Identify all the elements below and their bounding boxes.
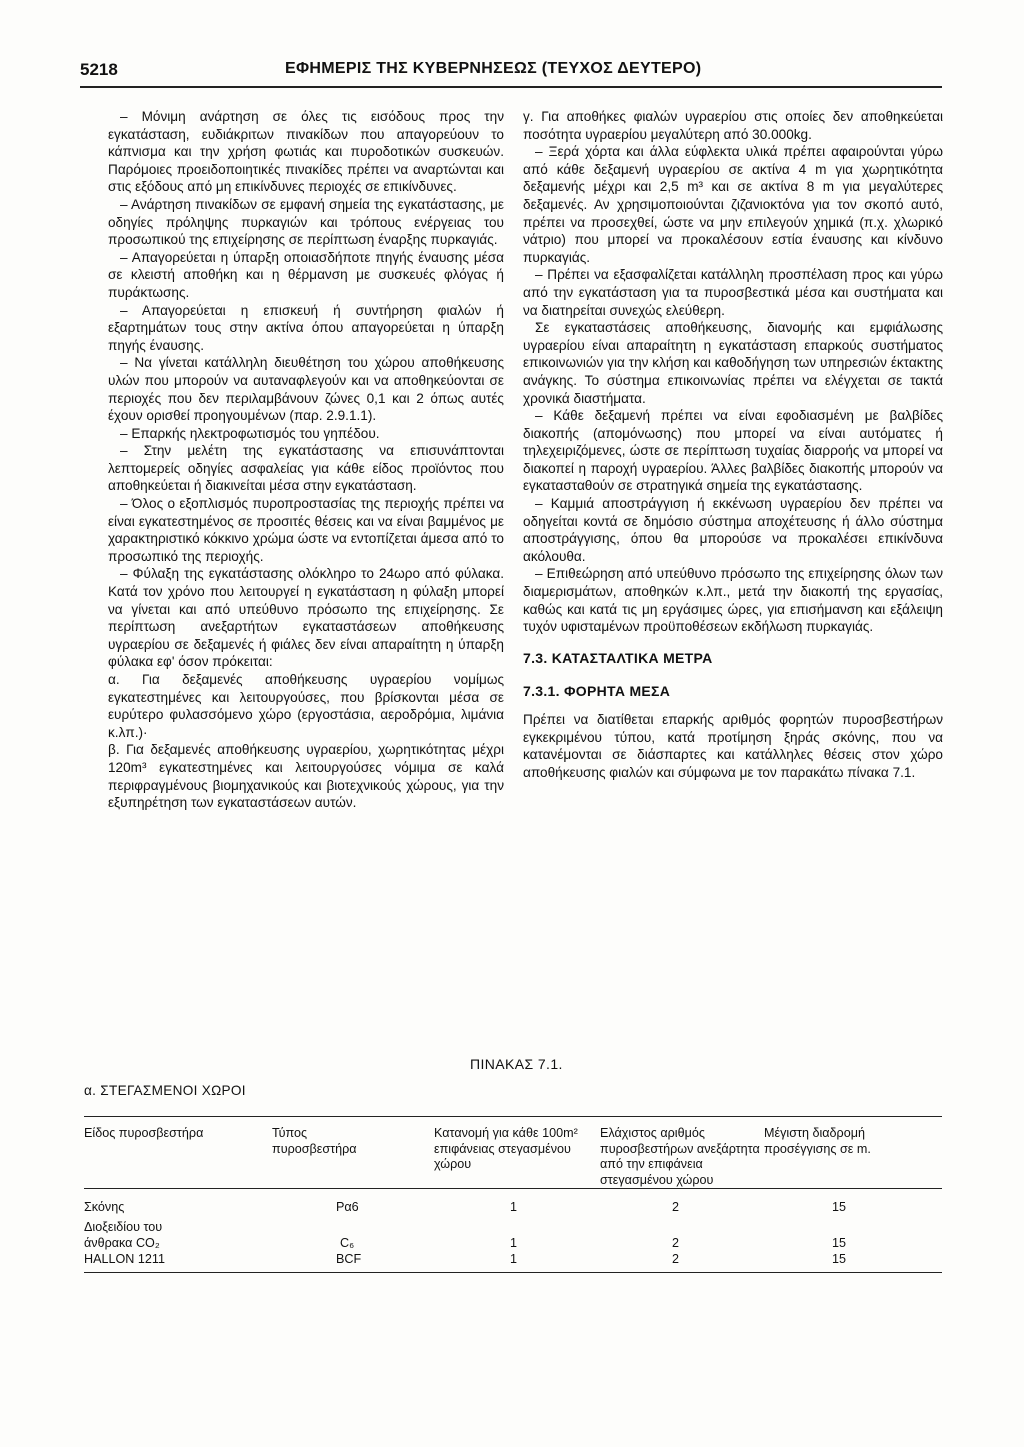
header-type: Τύπος πυροσβεστήρα: [272, 1126, 357, 1156]
header-per100: Κατανομή για κάθε 100m² επιφάνειας στεγασμένου χώρου: [434, 1126, 578, 1171]
paragraph: – Στην μελέτη της εγκατάστασης να επισυνάπτονται λεπτομερείς οδηγίες ασφαλείας για κάθε είδος προϊόντος που αποθηκεύεται ή διακινείται μέσα στην εγκατάσταση.: [108, 443, 504, 494]
cell-type: Ρα6: [336, 1200, 359, 1214]
cell-dist: 15: [832, 1252, 847, 1266]
table-title: ΠΙΝΑΚΑΣ 7.1.: [470, 1056, 563, 1072]
right-column: [523, 108, 943, 781]
left-column: [108, 108, 504, 812]
cell-type: BCF: [336, 1252, 362, 1266]
table-header-rule: [84, 1188, 942, 1189]
header-kind: Είδος πυροσβεστήρα: [84, 1126, 204, 1140]
paragraph: γ. Για αποθήκες φιαλών υγραερίου στις οποίες δεν αποθηκεύεται ποσότητα υγραερίου μεγαλύτερη από 30.000kg.: [523, 109, 943, 142]
cell-per100: 1: [510, 1236, 518, 1250]
cell-per100: 1: [510, 1200, 518, 1214]
paragraph: Σε εγκαταστάσεις αποθήκευσης, διανομής και εμφιάλωσης υγραερίου είναι απαραίτητη η εγκατάσταση επαρκούς συστήματος επικοινωνιών για την κλήση και καθοδήγηση των υπηρεσιών έκτακτης ανάγκης. Το σύστημα επικοινωνίας πρέπει να ελέγχεται σε τακτά χρονικά διαστήματα.: [523, 320, 943, 406]
cell-type: C₆: [340, 1236, 355, 1250]
paragraph: – Κάθε δεξαμενή πρέπει να είναι εφοδιασμένη με βαλβίδες διακοπής (απομόνωσης) που μπορεί να είναι αυτόματες ή τηλεχειριζόμενες, ώστε σε περίπτωση τυχαίας διαρροής να μπορεί να διακοπεί η παροχή υγραερίου. Άλλες βαλβίδες διακοπής μπορούν να εγκατασταθούν σε στρατηγικά σημεία της εγκατάστασης.: [523, 408, 943, 494]
cell-min: 2: [672, 1236, 680, 1250]
subsection-heading: 7.3.1. ΦΟΡΗΤΑ ΜΕΣΑ: [523, 683, 671, 700]
cell-min: 2: [672, 1200, 680, 1214]
header-dist: Μέγιστη διαδρομή προσέγγισης σε m.: [764, 1126, 871, 1156]
table-section-label: α. ΣΤΕΓΑΣΜΕΝΟΙ ΧΩΡΟΙ: [84, 1083, 246, 1098]
running-title: ΕΦΗΜΕΡΙΣ ΤΗΣ ΚΥΒΕΡΝΗΣΕΩΣ (ΤΕΥΧΟΣ ΔΕΥΤΕΡΟ): [285, 60, 702, 77]
paragraph: – Καμμιά αποστράγγιση ή εκκένωση υγραερίου δεν πρέπει να οδηγείται κοντά σε δημόσιο σύστημα αποχέτευσης ή άλλο σύστημα αποστράγγισης, όπου θα μπορούσε να προκαλέσει επικίνδυνα ακόλουθα.: [523, 496, 943, 564]
sub-item: α. Για δεξαμενές αποθήκευσης υγραερίου νομίμως εγκατεστημένες και λειτουργούσες, που βρίσκονται μέσα σε ευρύτερο φυλασσόμενο χώρο (εργοστάσια, αεροδρόμια, λιμάνια κ.λπ.)·: [108, 672, 504, 740]
cell-per100: 1: [510, 1252, 518, 1266]
paragraph: – Πρέπει να εξασφαλίζεται κατάλληλη προσπέλαση προς και γύρω από την εγκατάσταση για τα πυροσβεστικά μέσα και συστήματα και να διατηρείται συνεχώς ελεύθερη.: [523, 267, 943, 318]
cell-kind: Διοξειδίου του άνθρακα CO₂: [84, 1220, 163, 1250]
header-rule: [80, 86, 942, 88]
page-number: 5218: [80, 60, 118, 79]
paragraph: Πρέπει να διατίθεται επαρκής αριθμός φορητών πυροσβεστήρων εγκεκριμένου τύπου, κατά προτίμηση ξηράς σκόνης, που να κατανέμονται σε διάσπαρτες και κατάλληλες θέσεις στον χώρο αποθήκευσης φιαλών και σύμφωνα με τον παρακάτω πίνακα 7.1.: [523, 712, 943, 780]
paragraph: – Μόνιμη ανάρτηση σε όλες τις εισόδους προς την εγκατάσταση, ευδιάκριτων πινακίδων που απαγορεύουν το κάπνισμα και την χρήση φωτιάς και πυροδοτικών συσκευών. Παρόμοιες προειδοποιητικές πινακίδες πρέπει να αναρτώνται και στις εξόδους από μη επικίνδυνες περιοχές σε επικίνδυνες.: [108, 109, 504, 195]
paragraph: – Απαγορεύεται η ύπαρξη οποιασδήποτε πηγής έναυσης μέσα σε κλειστή αποθήκη και η θέρμανση με συσκευές φλόγας ή πυράκτωσης.: [108, 249, 504, 300]
cell-dist: 15: [832, 1236, 847, 1250]
paragraph: – Να γίνεται κατάλληλη διευθέτηση του χώρου αποθήκευσης υλών που μπορούν να αυταναφλεγούν και να αποθηκεύονται σε περιοχές που δεν περιλαμβάνουν ζώνες 0,1 και 2 όπως αυτές έχουν ορισθεί προηγουμένων (παρ. 2.9.1.1).: [108, 355, 504, 424]
section-heading: 7.3. ΚΑΤΑΣΤΑΛΤΙΚΑ ΜΕΤΡΑ: [523, 649, 713, 666]
table-top-rule: [84, 1116, 942, 1117]
sub-item: β. Για δεξαμενές αποθήκευσης υγραερίου, χωρητικότητας μέχρι 120m³ εγκατεστημένες και λειτουργούσες νόμιμα σε καλά περιφραγμένους βιομηχανικούς και βιοτεχνικούς χώρους, για την εξυπηρέτηση των εγκαταστάσεων αυτών.: [108, 742, 504, 811]
paragraph: – Φύλαξη της εγκατάστασης ολόκληρο το 24ωρο από φύλακα. Κατά τον χρόνο που λειτουργεί η εγκατάσταση η φύλαξη μπορεί να γίνεται και από υπεύθυνο πρόσωπο της επιχείρησης. Σε περίπτωση ανεξαρτήτων εγκαταστάσεων αποθήκευσης υγραερίου σε δεξαμενές ή φιάλες δεν είναι απαραίτητη η ύπαρξη φύλακα εφ' όσον πρόκειται:: [108, 566, 504, 670]
cell-dist: 15: [832, 1200, 847, 1214]
paragraph: – Ξερά χόρτα και άλλα εύφλεκτα υλικά πρέπει αφαιρούνται γύρω από κάθε δεξαμενή υγραερίου σε ακτίνα 4 m για χωρητικότητα δεξαμενής μέχρι και 2,5 m³ και σε ακτίνα 8 m για μεγαλύτερες δεξαμενές. Αν χρησιμοποιούνται ζιζανιοκτόνα για τον σκοπό αυτό, πρέπει να προσεχθεί, ώστε να μην επιλεγούν χημικά (π.χ. χλωρικό νάτριο) που μπορεί να προκαλέσουν εστία έναυσης και κίνδυνο πυρκαγιάς.: [523, 144, 943, 265]
paragraph: – Επιθεώρηση από υπεύθυνο πρόσωπο της επιχείρησης όλων των διαμερισμάτων, αποθηκών κ.λπ., μετά την διακοπή της εργασίας, καθώς και κατά τις μη εργάσιμες ώρες, για επισήμανση και εξάλειψη τυχόν υφισταμένων προϋποθέσεων εκδήλωση πυρκαγιάς.: [523, 566, 943, 635]
cell-kind: Σκόνης: [84, 1200, 125, 1214]
cell-kind: HALLON 1211: [84, 1252, 165, 1266]
paragraph: – Επαρκής ηλεκτροφωτισμός του γηπέδου.: [120, 425, 380, 441]
paragraph: – Ανάρτηση πινακίδων σε εμφανή σημεία της εγκατάστασης, με οδηγίες πρόληψης πυρκαγιών και τρόπους ενέργειας του προσωπικού της επιχείρησης σε περίπτωση έναρξης πυρκαγιάς.: [108, 196, 504, 248]
table-bottom-rule: [84, 1272, 942, 1273]
page-header: [80, 60, 942, 84]
paragraph: – Απαγορεύεται η επισκευή ή συντήρηση φιαλών ή εξαρτημάτων τους στην ακτίνα όπου απαγορεύεται η ύπαρξη πηγής έναυσης.: [108, 302, 504, 353]
header-min: Ελάχιστος αριθμός πυροσβεστήρων ανεξάρτητα από την επιφάνεια στεγασμένου χώρου: [600, 1126, 760, 1187]
cell-min: 2: [672, 1252, 680, 1266]
paragraph: – Όλος ο εξοπλισμός πυροπροστασίας της περιοχής πρέπει να είναι εγκατεστημένος σε προσιτές θέσεις και να είναι βαμμένος με χαρακτηριστικό κόκκινο χρώμα ώστε να εντοπίζεται άμεσα από το προσωπικό της περιοχής.: [108, 496, 504, 564]
